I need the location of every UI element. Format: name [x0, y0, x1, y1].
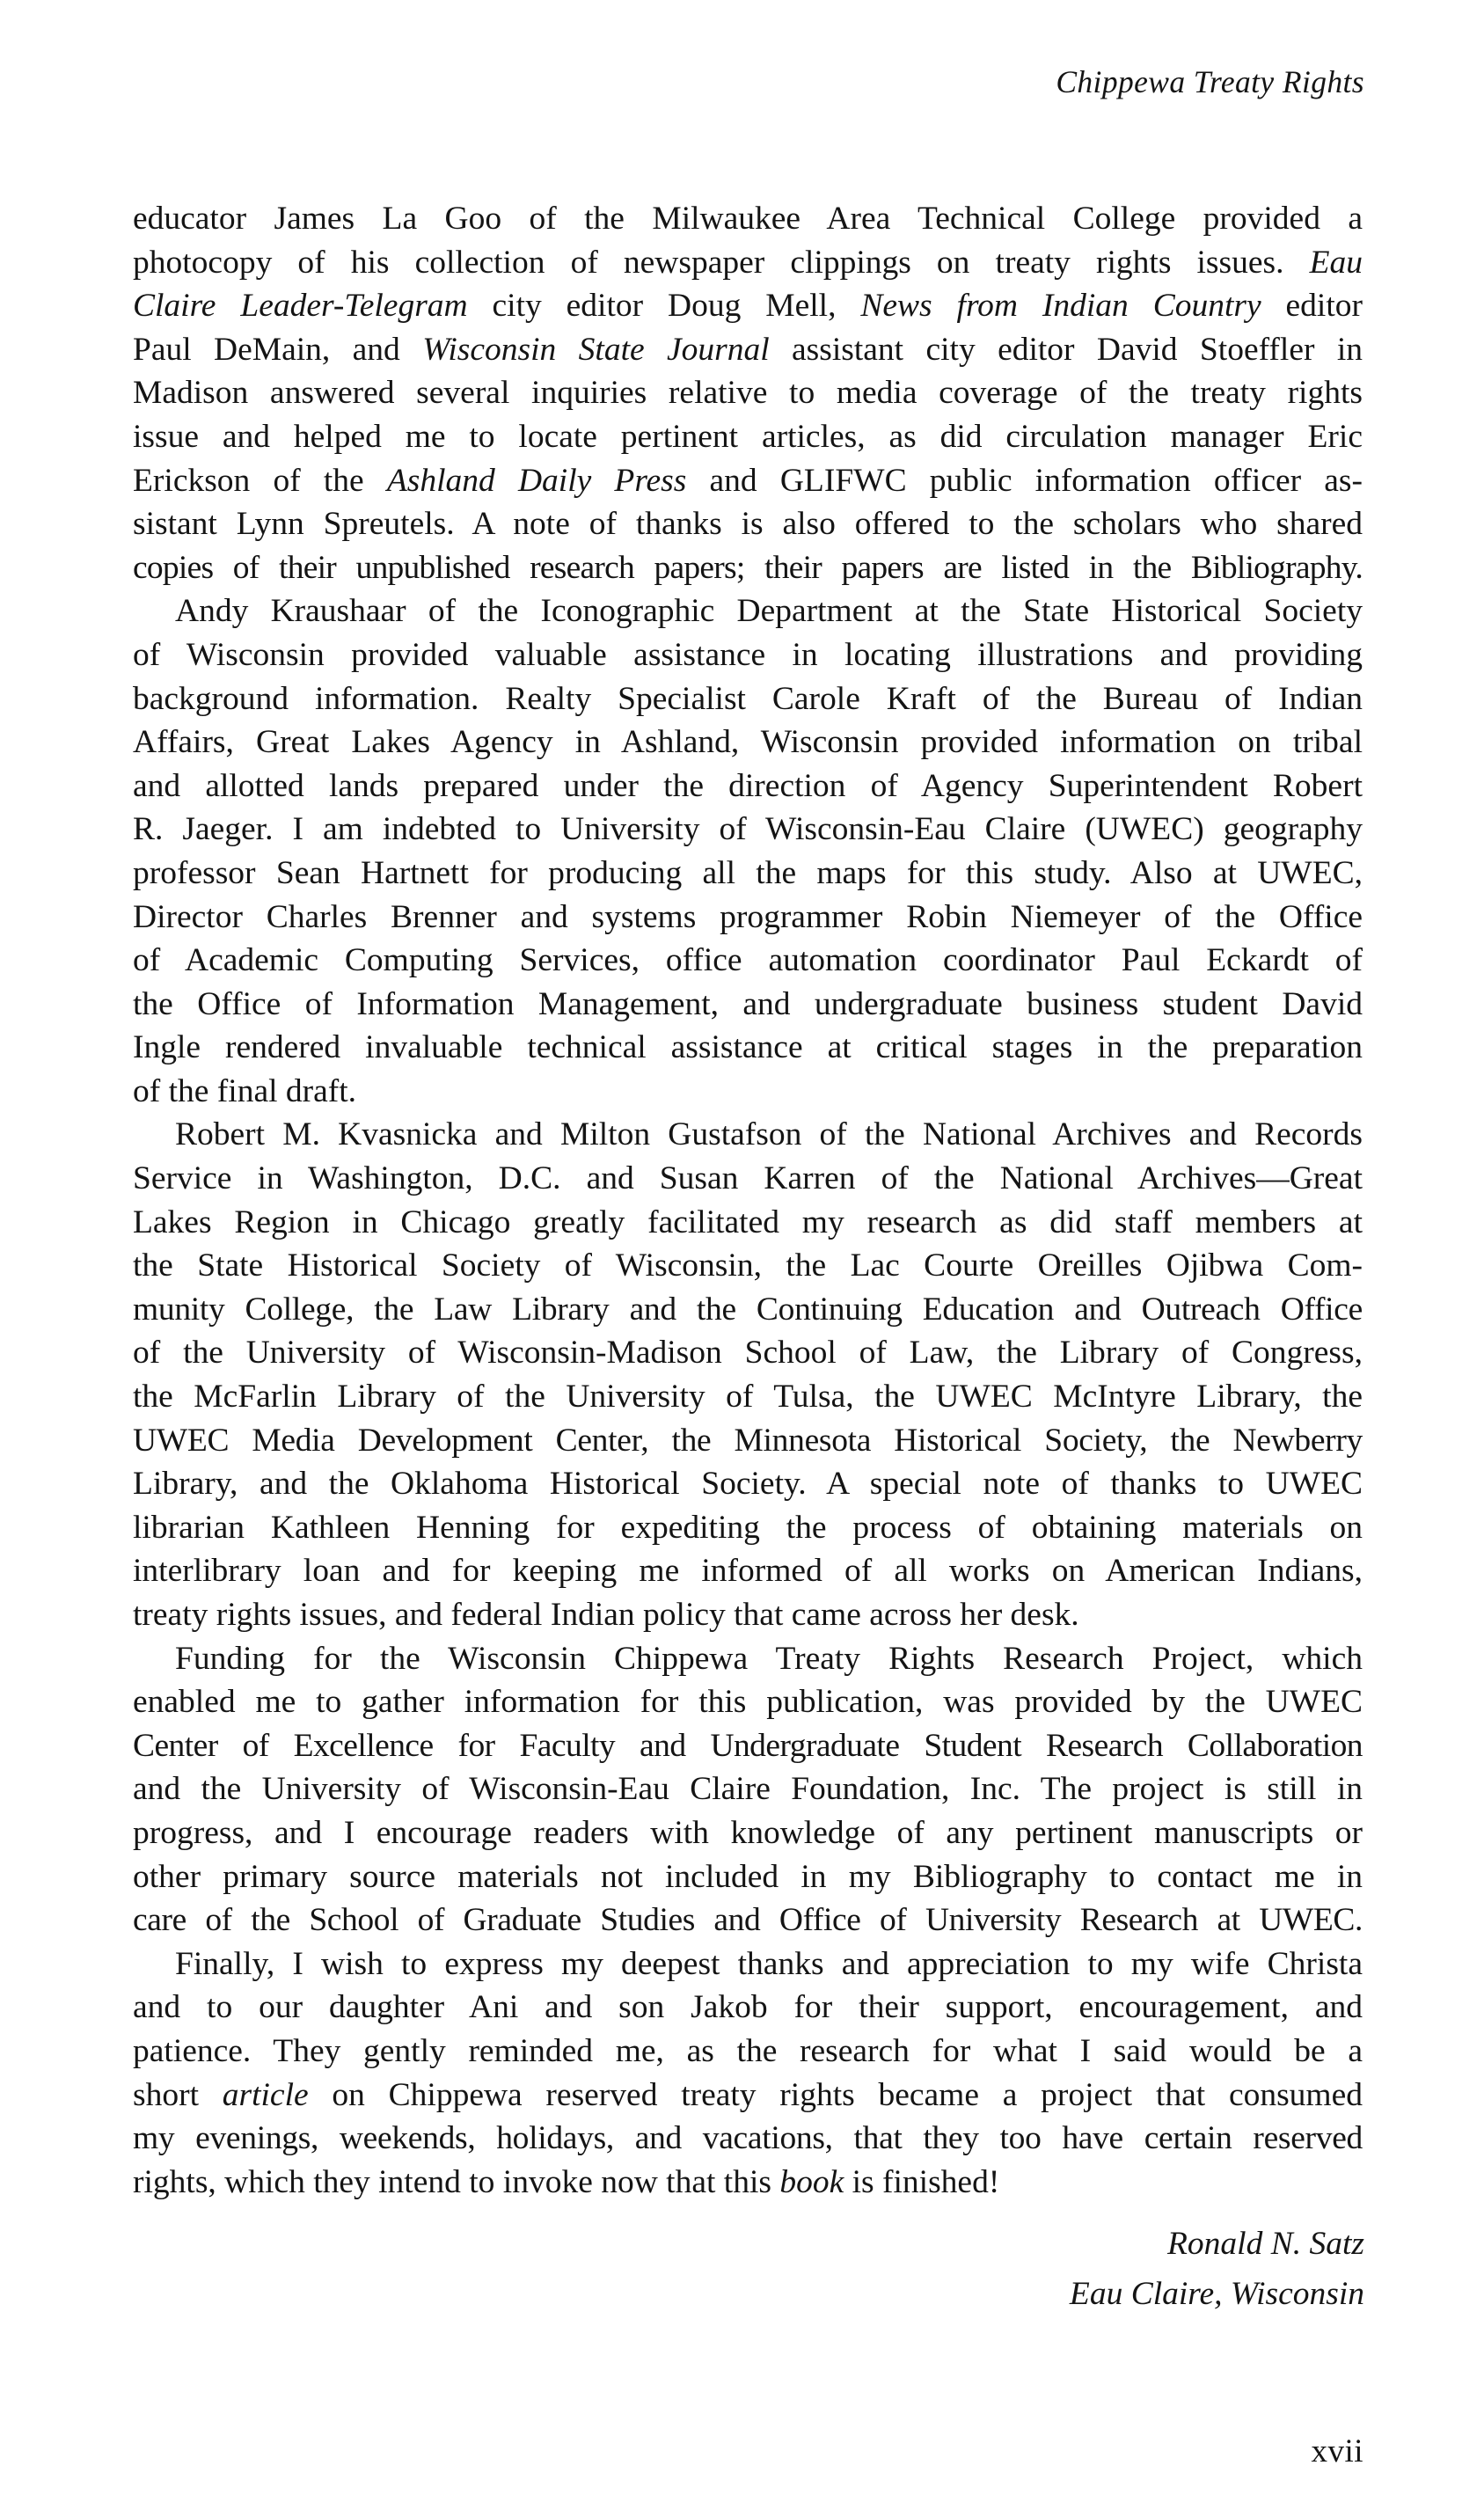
text-line: librarian Kathleen Henning for expediting the process of obtaining materials on — [133, 1509, 1363, 1546]
text-line: my evenings, weekends, holidays, and vacations, that they too have certain reserved — [133, 2120, 1363, 2157]
text-line: treaty rights issues, and federal Indian policy that came across her desk. — [133, 1597, 1079, 1633]
text-line: issue and helped me to locate pertinent articles, as did circulation manager Eric — [133, 418, 1363, 455]
running-head: Chippewa Treaty Rights — [1056, 64, 1364, 99]
text-line: the McFarlin Library of the University of Tulsa, the UWEC McIntyre Library, the — [133, 1379, 1363, 1416]
text-line: copies of their unpublished research papers; their papers are listed in the Bibliography. — [133, 549, 1363, 586]
text-line: Claire Leader-Telegram city editor Doug Mell, News from Indian Country editor — [133, 288, 1363, 325]
text-line: patience. They gently reminded me, as the research for what I said would be a — [133, 2032, 1363, 2069]
text-line: Lakes Region in Chicago greatly facilitated my research as did staff members at — [133, 1203, 1363, 1240]
text-line: Finally, I wish to express my deepest thanks and appreciation to my wife Christa — [175, 1945, 1363, 1982]
text-line: Madison answered several inquiries relative to media coverage of the treaty rights — [133, 375, 1363, 412]
signature-block — [1070, 2219, 1364, 2319]
text-line: and allotted lands prepared under the direction of Agency Superintendent Robert — [133, 767, 1363, 804]
text-line: Robert M. Kvasnicka and Milton Gustafson of the National Archives and Records — [175, 1116, 1363, 1153]
text-line: UWEC Media Development Center, the Minnesota Historical Society, the Newberry — [133, 1422, 1363, 1459]
page-number: xvii — [1311, 2433, 1363, 2469]
text-line: enabled me to gather information for this publication, was provided by the UWEC — [133, 1684, 1363, 1721]
text-line: Erickson of the Ashland Daily Press and GLIFWC public information officer as- — [133, 462, 1363, 499]
text-line: Ingle rendered invaluable technical assistance at critical stages in the preparation — [133, 1029, 1363, 1066]
body-text — [133, 197, 1363, 2204]
text-line: the State Historical Society of Wisconsin, the Lac Courte Oreilles Ojibwa Com- — [133, 1247, 1363, 1284]
text-line: photocopy of his collection of newspaper clippings on treaty rights issues. Eau — [133, 244, 1363, 281]
text-line: Library, and the Oklahoma Historical Society. A special note of thanks to UWEC — [133, 1466, 1363, 1503]
text-line: other primary source materials not included in my Bibliography to contact me in — [133, 1858, 1363, 1895]
author-name: Ronald N. Satz — [1167, 2226, 1364, 2262]
text-line: Affairs, Great Lakes Agency in Ashland, Wisconsin provided information on tribal — [133, 724, 1363, 761]
text-line: of Wisconsin provided valuable assistance in locating illustrations and providing — [133, 636, 1363, 673]
text-line: and to our daughter Ani and son Jakob for their support, encouragement, and — [133, 1989, 1363, 2026]
text-line: Paul DeMain, and Wisconsin State Journal assistant city editor David Stoeffler in — [133, 331, 1363, 368]
text-line: and the University of Wisconsin-Eau Claire Foundation, Inc. The project is still in — [133, 1771, 1363, 1808]
text-line: Funding for the Wisconsin Chippewa Treaty Rights Research Project, which — [175, 1640, 1363, 1677]
text-line: of the University of Wisconsin-Madison School of Law, the Library of Congress, — [133, 1335, 1363, 1372]
text-line: professor Sean Hartnett for producing all the maps for this study. Also at UWEC, — [133, 854, 1363, 891]
text-line: of the final draft. — [133, 1072, 357, 1109]
text-line: rights, which they intend to invoke now that this book is finished! — [133, 2163, 1000, 2200]
text-line: short article on Chippewa reserved treaty rights became a project that consumed — [133, 2076, 1363, 2113]
text-line: background information. Realty Specialist Carole Kraft of the Bureau of Indian — [133, 680, 1363, 717]
text-line: munity College, the Law Library and the Continuing Education and Outreach Office — [133, 1291, 1363, 1328]
text-line: Director Charles Brenner and systems programmer Robin Niemeyer of the Office — [133, 898, 1363, 935]
text-line: the Office of Information Management, and undergraduate business student David — [133, 985, 1363, 1022]
text-line: of Academic Computing Services, office automation coordinator Paul Eckardt of — [133, 942, 1363, 979]
text-line: R. Jaeger. I am indebted to University of Wisconsin-Eau Claire (UWEC) geography — [133, 811, 1363, 848]
text-line: Service in Washington, D.C. and Susan Karren of the National Archives—Great — [133, 1160, 1363, 1197]
text-line: progress, and I encourage readers with knowledge of any pertinent manuscripts or — [133, 1814, 1363, 1851]
text-line: sistant Lynn Spreutels. A note of thanks is also offered to the scholars who shared — [133, 506, 1363, 543]
text-line: Andy Kraushaar of the Iconographic Department at the State Historical Society — [175, 593, 1363, 630]
text-line: care of the School of Graduate Studies and Office of University Research at UWEC. — [133, 1902, 1363, 1939]
author-location: Eau Claire, Wisconsin — [1069, 2276, 1364, 2312]
text-line: educator James La Goo of the Milwaukee Area Technical College provided a — [133, 201, 1363, 237]
text-line: Center of Excellence for Faculty and Undergraduate Student Research Collaboration — [133, 1727, 1363, 1764]
text-line: interlibrary loan and for keeping me informed of all works on American Indians, — [133, 1553, 1363, 1590]
